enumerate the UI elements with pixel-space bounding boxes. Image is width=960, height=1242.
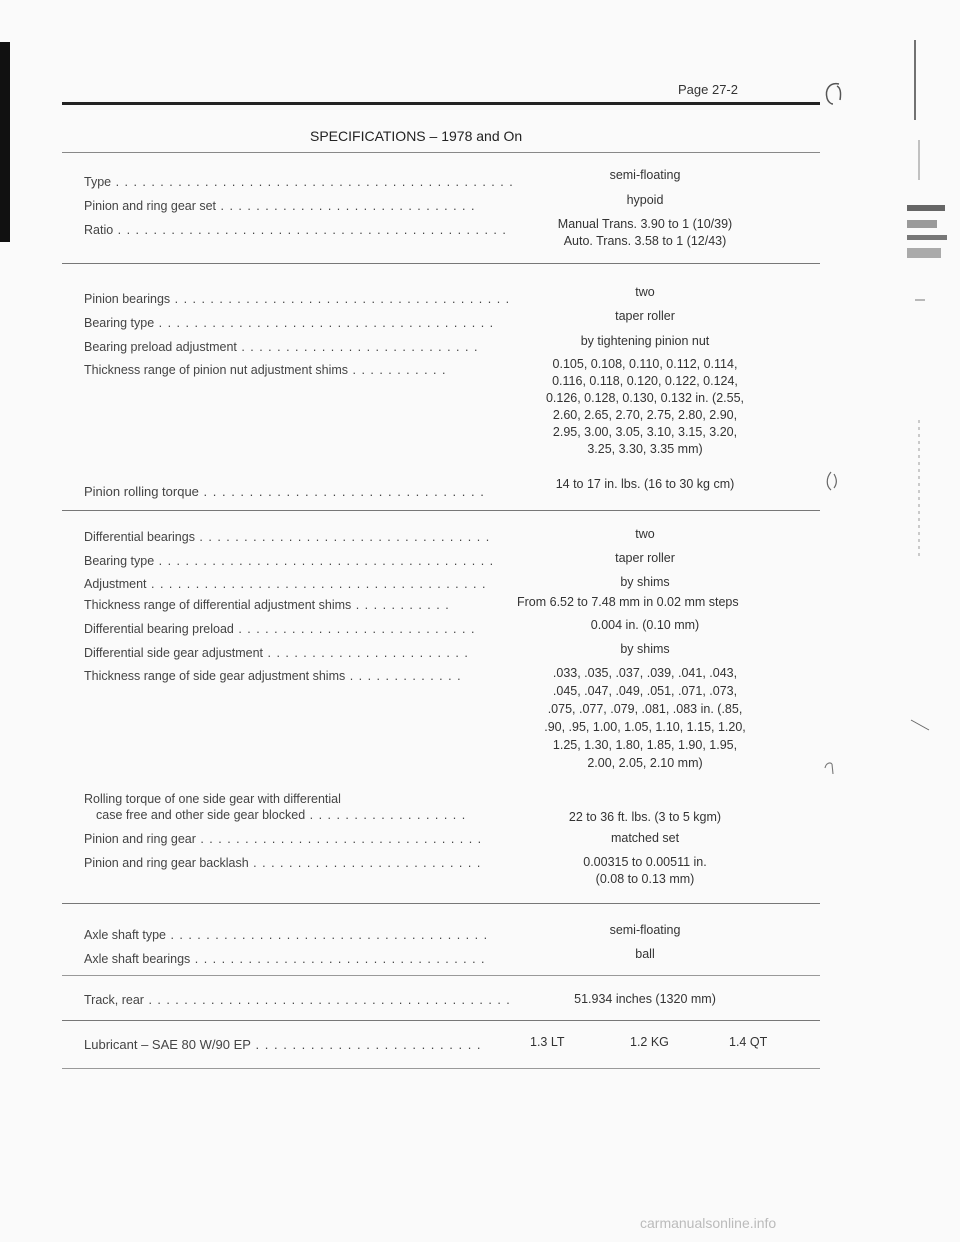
spec-label: Bearing preload adjustment . . . . . . . . . . . . . . . . . . . . . . . . . . . [84,340,479,354]
spec-label: Pinion bearings . . . . . . . . . . . . . . . . . . . . . . . . . . . . . . . . . . . . . . [84,292,511,306]
spec-label: Differential side gear adjustment . . . . . . . . . . . . . . . . . . . . . . . [84,646,469,660]
page-number: Page 27-2 [678,82,738,97]
spec-label: case free and other side gear blocked . . . . . . . . . . . . . . . . . . [96,808,467,822]
spec-value: 3.25, 3.30, 3.35 mm) [587,442,703,456]
spec-label: Thickness range of differential adjustment shims . . . . . . . . . . . [84,598,450,612]
scan-edge-artifacts [905,40,960,740]
spec-value: by shims [620,575,670,589]
spec-label: Thickness range of side gear adjustment shims . . . . . . . . . . . . . [84,669,462,683]
spec-value: taper roller [615,551,675,565]
spec-value: Auto. Trans. 3.58 to 1 (12/43) [563,234,727,248]
punch-hole-mark [822,760,836,778]
spec-label: Differential bearing preload . . . . . . . . . . . . . . . . . . . . . . . . . . . [84,622,476,636]
spec-label: Rolling torque of one side gear with differential [84,792,341,806]
spec-value: 1.25, 1.30, 1.80, 1.85, 1.90, 1.95, [552,738,738,752]
spec-label: Adjustment . . . . . . . . . . . . . . . . . . . . . . . . . . . . . . . . . . . . . . [84,577,487,591]
spec-label: Axle shaft bearings . . . . . . . . . . . . . . . . . . . . . . . . . . . . . . . . . [84,952,486,966]
spec-value: semi-floating [609,923,681,937]
spec-value: 2.00, 2.05, 2.10 mm) [587,756,703,770]
spec-label: Bearing type . . . . . . . . . . . . . . . . . . . . . . . . . . . . . . . . . . . . . . [84,316,495,330]
spec-value: by tightening pinion nut [580,334,710,348]
spec-value: 1.3 LT [530,1035,565,1049]
spec-value: two [635,527,655,541]
spec-value: From 6.52 to 7.48 mm in 0.02 mm steps [517,595,739,609]
spec-value: by shims [620,642,670,656]
spec-label: Lubricant – SAE 80 W/90 EP . . . . . . . . . . . . . . . . . . . . . . . . . [84,1037,482,1052]
spec-label: Track, rear . . . . . . . . . . . . . . . . . . . . . . . . . . . . . . . . . . . . . . . . . [84,993,511,1007]
spec-label: Pinion and ring gear backlash . . . . . . . . . . . . . . . . . . . . . . . . . . [84,856,482,870]
spec-label: Ratio . . . . . . . . . . . . . . . . . . . . . . . . . . . . . . . . . . . . . . . . . . . . [84,223,507,237]
spec-value: 0.116, 0.118, 0.120, 0.122, 0.124, [552,374,738,388]
spec-value: 0.126, 0.128, 0.130, 0.132 in. (2.55, [545,391,745,405]
spec-value: 0.004 in. (0.10 mm) [590,618,700,632]
section-divider [62,1020,820,1021]
spec-value: two [635,285,655,299]
spec-value: .045, .047, .049, .051, .071, .073, [552,684,738,698]
spec-value: .90, .95, 1.00, 1.05, 1.10, 1.15, 1.20, [544,720,746,734]
spec-value: 22 to 36 ft. lbs. (3 to 5 kgm) [568,810,722,824]
spec-value: 0.105, 0.108, 0.110, 0.112, 0.114, [552,357,738,371]
spec-value: matched set [610,831,680,845]
section-divider [62,1068,820,1069]
spec-value: ball [635,947,655,961]
section-divider [62,903,820,904]
spec-value: 51.934 inches (1320 mm) [574,992,716,1006]
section-divider [62,152,820,153]
spec-value: .075, .077, .079, .081, .083 in. (.85, [547,702,743,716]
section-divider [62,510,820,511]
spec-value: 1.4 QT [729,1035,768,1049]
spec-label: Bearing type . . . . . . . . . . . . . . . . . . . . . . . . . . . . . . . . . . . . . . [84,554,495,568]
page-title: SPECIFICATIONS – 1978 and On [310,128,523,144]
spec-label: Type . . . . . . . . . . . . . . . . . . . . . . . . . . . . . . . . . . . . . . . . . . . . . [84,175,514,189]
spec-value: semi-floating [609,168,681,182]
punch-hole-mark [823,80,845,106]
spec-label: Differential bearings . . . . . . . . . . . . . . . . . . . . . . . . . . . . . . . . . [84,530,491,544]
spec-label: Axle shaft type . . . . . . . . . . . . . . . . . . . . . . . . . . . . . . . . . . . . [84,928,489,942]
spec-value: taper roller [615,309,675,323]
spec-label: Pinion and ring gear . . . . . . . . . . . . . . . . . . . . . . . . . . . . . . . . [84,832,483,846]
spec-label: Pinion rolling torque . . . . . . . . . . . . . . . . . . . . . . . . . . . . . . . [84,484,485,499]
section-divider [62,263,820,264]
header-rule [62,102,820,105]
spec-value: .033, .035, .037, .039, .041, .043, [552,666,738,680]
spec-value: 2.95, 3.00, 3.05, 3.10, 3.15, 3.20, [552,425,738,439]
spec-value: hypoid [626,193,664,207]
spec-label: Thickness range of pinion nut adjustment shims . . . . . . . . . . . [84,363,447,377]
spec-label: Pinion and ring gear set . . . . . . . . . . . . . . . . . . . . . . . . . . . . . [84,199,476,213]
spec-value: Manual Trans. 3.90 to 1 (10/39) [557,217,733,231]
spec-value: 2.60, 2.65, 2.70, 2.75, 2.80, 2.90, [552,408,738,422]
section-divider [62,975,820,976]
spec-value: 1.2 KG [630,1035,669,1049]
watermark: carmanualsonline.info [640,1215,777,1231]
punch-hole-mark [825,470,839,492]
spec-value: 14 to 17 in. lbs. (16 to 30 kg cm) [555,477,735,491]
scan-binding-mark [0,42,10,242]
spec-value: (0.08 to 0.13 mm) [595,872,695,886]
spec-value: 0.00315 to 0.00511 in. [583,855,707,869]
